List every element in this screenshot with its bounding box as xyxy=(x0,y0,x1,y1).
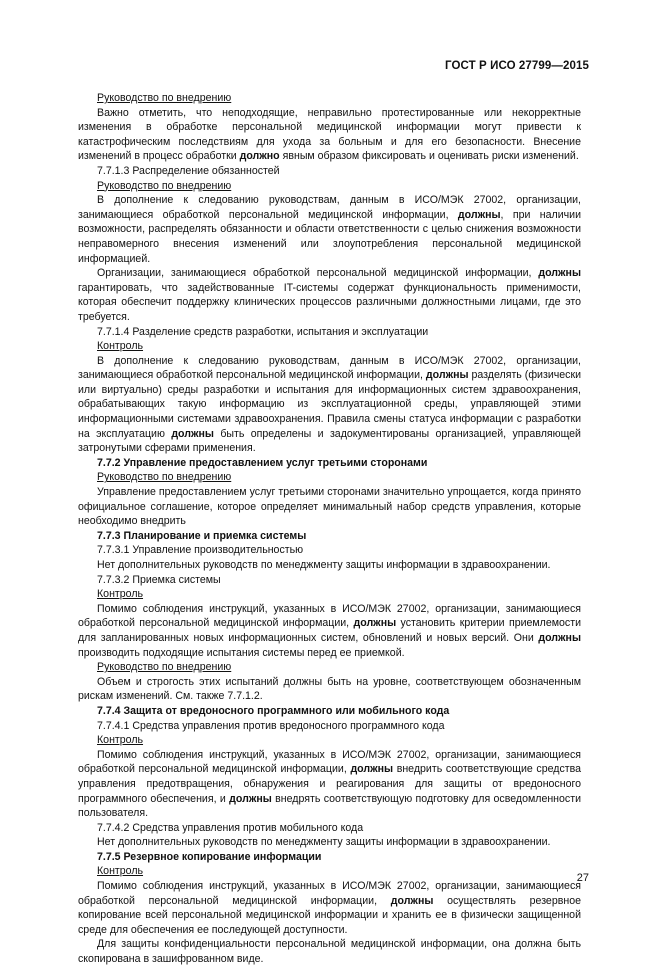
text-run: В дополнение к следованию руководствам, данным в ИСО/МЭК 27002, организации, занимающиеся обработкой персональной медицинской информации, xyxy=(78,194,581,221)
text-run: 7.7.5 Резервное копирование информации xyxy=(97,850,322,863)
section-heading xyxy=(78,704,581,719)
text-run: Руководство по внедрению xyxy=(97,179,232,192)
text-run: внедрить соответствующие средства управления предотвращения, обнаружения и реагирования для защиты от вредоносного программного обеспечения, и xyxy=(78,763,581,805)
emphasis-text: должны xyxy=(353,617,397,630)
subheading-line xyxy=(78,179,581,194)
subheading-line xyxy=(78,719,581,734)
subheading-line xyxy=(78,733,581,748)
paragraph xyxy=(78,879,581,937)
text-run: 7.7.3 Планирование и приемка системы xyxy=(97,529,307,542)
emphasis-text: должны xyxy=(390,894,434,907)
subheading-line xyxy=(78,821,581,836)
text-run: Руководство по внедрению xyxy=(97,92,232,104)
text-run: 7.7.3.1 Управление производительностью xyxy=(97,544,304,557)
emphasis-text: должны xyxy=(350,763,394,776)
text-run: Руководство по внедрению xyxy=(97,471,232,484)
emphasis-text: должны xyxy=(171,427,214,440)
emphasis-text: должны xyxy=(425,369,469,382)
emphasis-text: должны xyxy=(457,208,501,221)
text-run: Управление предоставлением услуг третьими сторонами значительно упрощается, когда принято официальное соглашение, которое определяет минимальный набор средств управления, которые необходимо внедрить xyxy=(78,486,581,528)
text-run: , при наличии возможности, распределять обязанности и области ответственности с целью снижения возможности неправомерного внесения изменений или злоупотребления персональной медицинской информацией. xyxy=(78,208,581,265)
paragraph xyxy=(78,354,581,456)
text-run: Нет дополнительных руководств по менеджменту защиты информации в здравоохранении. xyxy=(97,836,551,849)
subheading-line xyxy=(78,835,581,850)
paragraph xyxy=(78,937,581,966)
text-run: 7.7.4.2 Средства управления против мобильного кода xyxy=(97,821,364,834)
paragraph xyxy=(78,675,581,704)
subheading-line xyxy=(78,587,581,602)
text-run: Руководство по внедрению xyxy=(97,661,232,674)
paragraph xyxy=(78,266,581,324)
text-run: Объем и строгость этих испытаний должны быть на уровне, соответствующем обозначенным рискам изменений. См. также 7.7.1.2. xyxy=(78,675,581,703)
paragraph xyxy=(78,485,581,529)
text-run: осуществлять резервное копирование всей персональной медицинской информации и хранить ее в физически защищенной среде для обеспечения ее последующей доступности. xyxy=(78,894,581,936)
text-run: Контроль xyxy=(97,340,144,353)
document-header: ГОСТ Р ИСО 27799—2015 xyxy=(444,60,589,72)
paragraph xyxy=(78,602,581,660)
text-run: производить подходящие испытания системы перед ее приемкой. xyxy=(78,646,405,659)
text-run: Важно отметить, что неподходящие, неправильно протестированные или некорректные изменения в обработке персональной медицинской информации могут привести к катастрофическим последствиям для ухода за больным и для его безопасности. Внесение изменений в процесс обработки xyxy=(78,106,581,163)
text-run: гарантировать, что задействованные IT-системы содержат функциональность применимости, которая обеспечит поддержку клинических процессов различными должностными лицами, где это требуется. xyxy=(78,281,581,323)
text-run: явным образом фиксировать и оценивать риски изменений. xyxy=(279,150,579,163)
text-run: Помимо соблюдения инструкций, указанных в ИСО/МЭК 27002, организации, занимающиеся обработкой персональной медицинской информации, xyxy=(78,602,581,630)
section-heading xyxy=(78,850,581,865)
emphasis-text: должны xyxy=(229,792,272,805)
subheading-line xyxy=(78,543,581,558)
text-run: Контроль xyxy=(97,588,144,601)
text-run: разделять (физически или виртуально) среды разработки и испытания для информационных систем здравоохранения, обрабатывающих такую информацию из эксплуатационной среды, управляющей этими информационными системами здравоохранения. Правила смены статуса информации с разработки на эксплуатацию xyxy=(78,369,581,440)
subheading-line xyxy=(78,91,581,106)
text-run: Помимо соблюдения инструкций, указанных в ИСО/МЭК 27002, организации, занимающиеся обработкой персональной медицинской информации, xyxy=(78,880,581,907)
text-run: Организации, занимающиеся обработкой персональной медицинской информации, xyxy=(97,267,539,280)
text-run: Контроль xyxy=(97,865,144,878)
text-run: Нет дополнительных руководств по менеджменту защиты информации в здравоохранении. xyxy=(97,559,551,571)
text-run: 7.7.1.4 Разделение средств разработки, испытания и эксплуатации xyxy=(97,325,429,338)
section-heading xyxy=(78,529,581,544)
subheading-line xyxy=(78,325,581,340)
document-body xyxy=(78,91,581,967)
text-run: 7.7.3.2 Приемка системы xyxy=(97,573,221,586)
page-number: 27 xyxy=(576,872,589,884)
text-run: Для защиты конфиденциальности персональной медицинской информации, она должна быть скопирована в зашифрованном виде. xyxy=(78,938,581,966)
emphasis-text: должны xyxy=(538,267,581,280)
emphasis-text: должны xyxy=(538,631,581,644)
text-run: Контроль xyxy=(97,734,144,747)
text-run: 7.7.2 Управление предоставлением услуг третьими сторонами xyxy=(97,456,428,469)
subheading-line xyxy=(78,558,581,573)
emphasis-text: должно xyxy=(239,150,280,163)
section-heading xyxy=(78,456,581,471)
text-run: 7.7.4 Защита от вредоносного программного или мобильного кода xyxy=(97,704,450,717)
subheading-line xyxy=(78,660,581,675)
text-run: 7.7.1.3 Распределение обязанностей xyxy=(97,164,280,177)
text-run: внедрять соответствующую подготовку для осведомленности пользователя. xyxy=(78,792,581,820)
paragraph xyxy=(78,106,581,164)
subheading-line xyxy=(78,339,581,354)
text-run: В дополнение к следованию руководствам, данным в ИСО/МЭК 27002, организации, занимающиеся обработкой персональной медицинской информации, xyxy=(78,354,581,382)
subheading-line xyxy=(78,470,581,485)
text-run: 7.7.4.1 Средства управления против вредоносного программного кода xyxy=(97,719,445,732)
subheading-line xyxy=(78,573,581,588)
text-run: быть определены и задокументированы организацией, управляющей затронутыми сферами применения. xyxy=(78,427,581,455)
paragraph xyxy=(78,193,581,266)
paragraph xyxy=(78,748,581,821)
text-run: установить критерии приемлемости для запланированных новых информационных систем, обновлений и новых версий. Они xyxy=(78,617,581,644)
subheading-line xyxy=(78,164,581,179)
text-run: Помимо соблюдения инструкций, указанных в ИСО/МЭК 27002, организации, занимающиеся обработкой персональной медицинской информации, xyxy=(78,748,581,776)
subheading-line xyxy=(78,864,581,879)
